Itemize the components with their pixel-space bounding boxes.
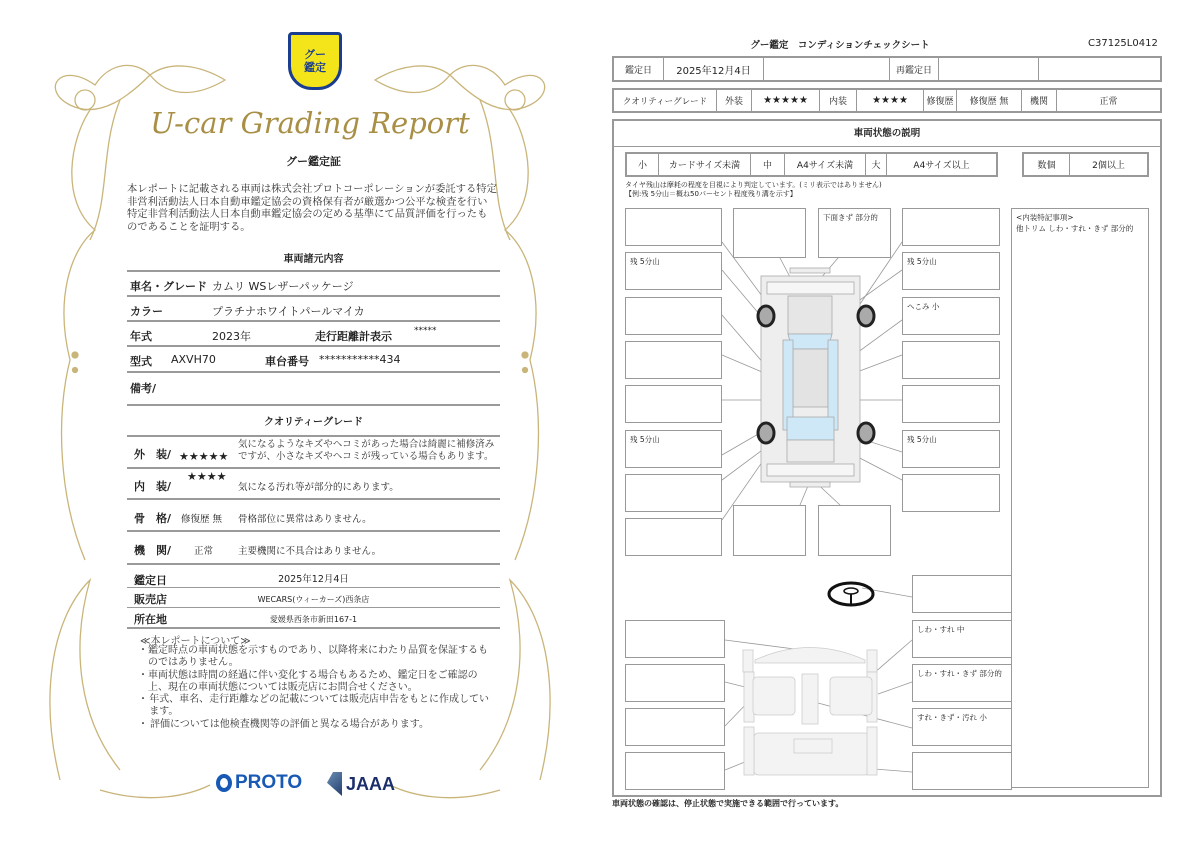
condition-box bbox=[625, 518, 722, 556]
condition-box bbox=[625, 620, 725, 658]
ext-label: 外装 bbox=[717, 90, 752, 111]
model-value: AXVH70 bbox=[171, 353, 216, 366]
odometer-value: ***** bbox=[414, 326, 437, 336]
interior-notes-title: <内装特記事項> bbox=[1016, 213, 1074, 222]
condition-box bbox=[902, 385, 1000, 423]
frame-value: 修復歴 無 bbox=[181, 514, 223, 525]
car-interior-view bbox=[743, 648, 877, 776]
divider bbox=[127, 563, 500, 565]
exterior-desc: 気になるようなキズやヘコミがあった場合は綺麗に補修済みですが、小さなキズやヘコミが残っている場合もあります。 bbox=[238, 439, 495, 462]
shop-label: 販売店 bbox=[134, 593, 167, 606]
divider bbox=[127, 587, 500, 588]
divider bbox=[127, 498, 500, 500]
ext-stars: ★★★★★ bbox=[752, 90, 820, 111]
note-item: 年式、車名、走行距離などの記載については販売店申告をもとに作成しています。 bbox=[149, 694, 489, 718]
repair-label: 修復歴 bbox=[924, 90, 957, 111]
engine-desc: 主要機関に不具合はありません。 bbox=[238, 546, 382, 557]
condition-box: 残 5分山 bbox=[902, 252, 1000, 290]
date-label: 鑑定日 bbox=[134, 574, 167, 587]
condition-box bbox=[902, 208, 1000, 246]
name-label: 車名・グレード bbox=[130, 280, 207, 293]
spec-title: 車両諸元内容 bbox=[283, 254, 344, 265]
condition-box bbox=[625, 474, 722, 512]
steering-wheel-icon bbox=[829, 583, 873, 605]
count-value: 2個以上 bbox=[1092, 161, 1125, 171]
condition-check-sheet bbox=[600, 0, 1200, 848]
interior-notes-box bbox=[1011, 208, 1149, 788]
divider bbox=[127, 467, 500, 469]
report-title: U-car Grading Report bbox=[150, 106, 470, 140]
exterior-label: 外 装/ bbox=[134, 448, 172, 461]
condition-box bbox=[912, 752, 1012, 790]
interior-stars: ★★★★ bbox=[187, 470, 227, 483]
legend-small-desc: カードサイズ未満 bbox=[659, 154, 751, 175]
proto-logo-text: PROTO bbox=[235, 772, 303, 793]
int-stars: ★★★★ bbox=[857, 90, 924, 111]
frame-label: 骨 格/ bbox=[134, 512, 172, 525]
exterior-stars: ★★★★★ bbox=[179, 450, 229, 463]
section-title: 車両状態の説明 bbox=[614, 121, 1160, 147]
engine-value: 正常 bbox=[1099, 97, 1118, 107]
divider bbox=[127, 345, 500, 347]
condition-box bbox=[625, 208, 722, 246]
frame-desc: 骨格部位に異常はありません。 bbox=[238, 514, 372, 525]
condition-box: すれ・きず・汚れ 小 bbox=[912, 708, 1012, 746]
condition-box bbox=[818, 505, 891, 556]
condition-box bbox=[902, 474, 1000, 512]
notes-title: ≪本レポートについて≫ bbox=[140, 636, 251, 647]
redate-label: 再鑑定日 bbox=[890, 58, 939, 80]
engine-label: 機 関/ bbox=[134, 544, 172, 557]
interior-notes-text: 他トリム しわ・すれ・きず 部分的 bbox=[1016, 224, 1134, 233]
name-value: カムリ WSレザーパッケージ bbox=[212, 280, 354, 293]
divider bbox=[127, 404, 500, 406]
tire-note-2: 【例:残 5分山＝概ね50パーセント程度残り溝を示す】 bbox=[625, 190, 797, 198]
remarks-label: 備考/ bbox=[130, 382, 157, 395]
cert-title: グー鑑定証 bbox=[286, 155, 341, 168]
cert-text: 本レポートに記載される車両は株式会社プロトコーポレーションが委託する特定非営利活動法人日本自動車鑑定協会の資格保有者が厳選かつ公平な検査を行い特定非営利活動法人日本自動車鑑定協会の定める基準にて品質評価を行ったものであることを証明する。 bbox=[127, 183, 497, 233]
condition-box: 残 5分山 bbox=[902, 430, 1000, 468]
interior-desc: 気になる汚れ等が部分的にあります。 bbox=[238, 482, 399, 493]
divider bbox=[127, 530, 500, 532]
condition-box bbox=[733, 208, 806, 258]
condition-box bbox=[625, 664, 725, 702]
year-value: 2023年 bbox=[212, 330, 251, 343]
divider bbox=[127, 607, 500, 608]
sheet-title: グー鑑定 コンディションチェックシート bbox=[750, 40, 930, 51]
color-label: カラー bbox=[130, 305, 163, 318]
car-top-view bbox=[761, 268, 860, 487]
condition-box: 残 5分山 bbox=[625, 252, 722, 290]
note-item: 車両状態は時間の経過に伴い変化する場合もあるため、鑑定日をご確認の上、現在の車両状態については販売店にお問合せください。 bbox=[148, 669, 478, 693]
legend-medium-desc: A4サイズ未満 bbox=[785, 154, 866, 175]
condition-box: しわ・すれ・きず 部分的 bbox=[912, 664, 1012, 702]
gu-kantei-badge bbox=[288, 32, 342, 90]
condition-box bbox=[902, 341, 1000, 379]
interior-label: 内 装/ bbox=[134, 480, 172, 493]
engine-label: 機関 bbox=[1022, 90, 1057, 111]
jaaa-mark-icon bbox=[327, 772, 342, 796]
footer-note: 車両状態の確認は、停止状態で実施できる範囲で行っています。 bbox=[612, 799, 844, 808]
proto-logo bbox=[216, 772, 302, 794]
note-item: 鑑定時点の車両状態を示すものであり、以降将来にわたり品質を保証するものではありません。 bbox=[148, 645, 488, 669]
chassis-value: ***********434 bbox=[319, 353, 401, 366]
repair-value: 修復歴 無 bbox=[957, 90, 1022, 111]
grade-label: クオリティーグレード bbox=[614, 90, 717, 111]
address-value: 愛媛県西条市新田167-1 bbox=[269, 615, 358, 624]
int-label: 内装 bbox=[820, 90, 857, 111]
legend-large: 大 bbox=[866, 154, 887, 175]
divider bbox=[127, 295, 500, 297]
engine-value: 正常 bbox=[194, 546, 214, 557]
year-label: 年式 bbox=[130, 330, 152, 343]
jaaa-logo bbox=[327, 772, 395, 796]
condition-box bbox=[625, 708, 725, 746]
condition-box bbox=[625, 341, 722, 379]
divider bbox=[127, 371, 500, 373]
date-value: 2025年12月4日 bbox=[664, 58, 764, 80]
color-value: プラチナホワイトパールマイカ bbox=[212, 305, 365, 318]
date-label: 鑑定日 bbox=[614, 58, 664, 80]
legend-large-desc: A4サイズ以上 bbox=[913, 161, 970, 171]
sheet-code: C37125L0412 bbox=[1088, 38, 1158, 49]
model-label: 型式 bbox=[130, 355, 152, 368]
proto-mark-icon bbox=[216, 774, 232, 792]
condition-box: 残 5分山 bbox=[625, 430, 722, 468]
chassis-label: 車台番号 bbox=[265, 355, 309, 368]
legend-medium: 中 bbox=[751, 154, 785, 175]
condition-box bbox=[625, 385, 722, 423]
notes-list: ・ 鑑定時点の車両状態を示すものであり、以降将来にわたり品質を保証するものではありません。 ・ 車両状態は時間の経過に伴い変化する場合もあるため、鑑定日をご確認の上、現在の車両状態については販売店にお問合せください。 ・ 年式、車名、走行距離などの記載については販売店申告をもとに作成しています。 ・ 評価については他検査機関等の評価と異なる場合があります。 bbox=[138, 645, 493, 731]
count-label: 数個 bbox=[1024, 154, 1070, 175]
shop-value: WECARS(ウィーカーズ)西条店 bbox=[257, 595, 370, 604]
condition-box bbox=[625, 752, 725, 790]
legend-small: 小 bbox=[627, 154, 659, 175]
condition-box bbox=[733, 505, 806, 556]
condition-box bbox=[912, 575, 1012, 613]
condition-box: へこみ 小 bbox=[902, 297, 1000, 335]
divider bbox=[127, 627, 500, 629]
condition-box bbox=[625, 297, 722, 335]
divider bbox=[127, 270, 500, 272]
tire-note-1: タイヤ残山は摩耗の程度を目視により判定しています。(ミリ表示ではありません) bbox=[625, 181, 882, 189]
note-item: 評価については他検査機関等の評価と異なる場合があります。 bbox=[150, 718, 429, 730]
condition-box: 下面きず 部分的 bbox=[818, 208, 891, 258]
divider bbox=[127, 435, 500, 437]
odometer-label: 走行距離計表示 bbox=[315, 330, 392, 343]
divider bbox=[127, 320, 500, 322]
condition-box: しわ・すれ 中 bbox=[912, 620, 1012, 658]
badge-text: グー鑑定 bbox=[304, 48, 326, 74]
date-value: 2025年12月4日 bbox=[278, 574, 349, 585]
address-label: 所在地 bbox=[134, 613, 167, 626]
grade-title: クオリティーグレード bbox=[264, 417, 363, 428]
jaaa-logo-text: JAAA bbox=[346, 773, 396, 794]
